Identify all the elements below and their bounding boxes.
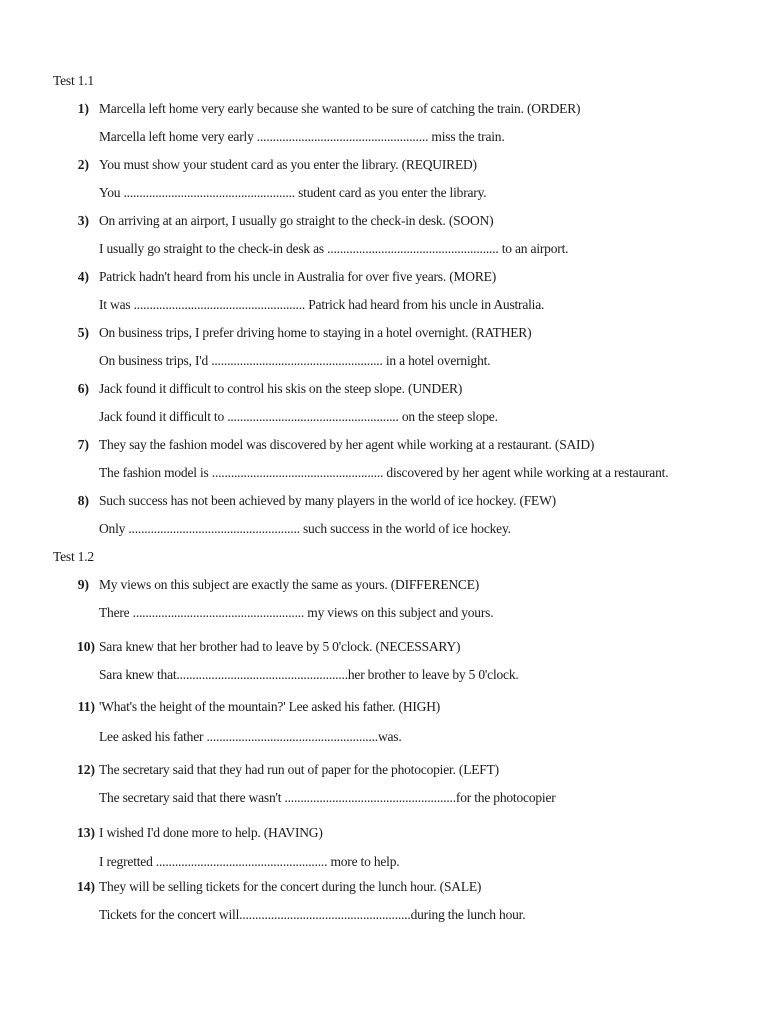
answer-line: On business trips, I'd ...................................................... in a hotel overnight.	[99, 353, 491, 368]
question-prompt: 'What's the height of the mountain?' Lee asked his father. (HIGH)	[99, 699, 441, 714]
question-number: 5)	[77, 325, 89, 340]
answer-line: Marcella left home very early ...................................................... miss the train.	[99, 129, 505, 144]
question-prompt: I wished I'd done more to help. (HAVING)	[99, 825, 323, 840]
question-prompt: They will be selling tickets for the concert during the lunch hour. (SALE)	[99, 879, 482, 894]
answer-line: Only ...................................................... such success in the world of ice hockey.	[99, 521, 511, 536]
question-number: 2)	[77, 157, 89, 172]
question-number: 8)	[77, 493, 89, 508]
answer-line: Lee asked his father ......................................................was.	[99, 729, 402, 744]
answer-line: Jack found it difficult to ...................................................... on the steep slope.	[99, 409, 498, 424]
answer-line: It was ...................................................... Patrick had heard from his uncle in Australia.	[99, 297, 545, 312]
question-number: 7)	[77, 437, 89, 452]
answer-line: I regretted ...................................................... more to help.	[99, 854, 400, 869]
question-prompt: They say the fashion model was discovered by her agent while working at a restaurant. (SAID)	[99, 437, 595, 452]
answer-line: I usually go straight to the check-in desk as ...................................................... to an airport.	[99, 241, 569, 256]
question-prompt: My views on this subject are exactly the same as yours. (DIFFERENCE)	[99, 577, 480, 592]
question-number: 4)	[77, 269, 89, 284]
question-number: 3)	[77, 213, 89, 228]
question-number: 12)	[77, 762, 95, 777]
answer-line: You ...................................................... student card as you enter the library.	[99, 185, 487, 200]
question-prompt: On business trips, I prefer driving home to staying in a hotel overnight. (RATHER)	[99, 325, 532, 340]
question-prompt: Marcella left home very early because she wanted to be sure of catching the train. (ORDER)	[99, 101, 581, 116]
question-prompt: You must show your student card as you enter the library. (REQUIRED)	[99, 157, 477, 172]
question-number: 14)	[77, 879, 95, 894]
question-number: 6)	[77, 381, 89, 396]
question-number: 13)	[77, 825, 95, 840]
answer-line: Tickets for the concert will......................................................during the lunch hour.	[99, 907, 526, 922]
answer-line: The secretary said that there wasn't ......................................................for the photocopier	[99, 790, 556, 805]
question-prompt: The secretary said that they had run out of paper for the photocopier. (LEFT)	[99, 762, 499, 777]
question-number: 10)	[77, 639, 95, 654]
question-number: 1)	[77, 101, 89, 116]
question-prompt: On arriving at an airport, I usually go straight to the check-in desk. (SOON)	[99, 213, 494, 228]
test-heading: Test 1.1	[53, 73, 94, 88]
question-prompt: Jack found it difficult to control his skis on the steep slope. (UNDER)	[99, 381, 463, 396]
test-heading: Test 1.2	[53, 549, 94, 564]
answer-line: There ...................................................... my views on this subject and yours.	[99, 605, 494, 620]
question-prompt: Sara knew that her brother had to leave by 5 0'clock. (NECESSARY)	[99, 639, 461, 654]
question-prompt: Such success has not been achieved by many players in the world of ice hockey. (FEW)	[99, 493, 556, 508]
answer-line: Sara knew that......................................................her brother to leave by 5 0'clock.	[99, 667, 519, 682]
answer-line: The fashion model is ...................................................... discovered by her agent while working at a restaurant.	[99, 465, 669, 480]
question-number: 9)	[77, 577, 89, 592]
question-number: 11)	[77, 699, 95, 714]
question-prompt: Patrick hadn't heard from his uncle in Australia for over five years. (MORE)	[99, 269, 496, 284]
